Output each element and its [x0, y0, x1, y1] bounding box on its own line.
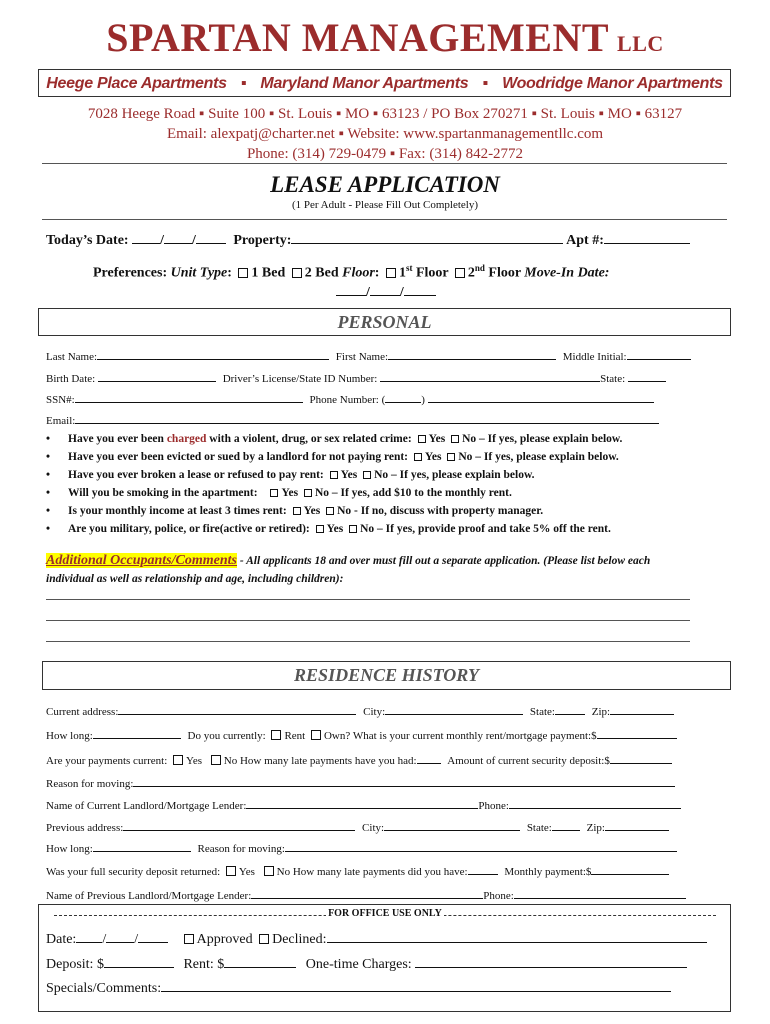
rent-label: Rent	[284, 730, 306, 742]
monthly-payment-label: Monthly payment:$	[504, 866, 592, 878]
property-separator: ▪	[482, 75, 488, 92]
second-floor-word: Floor	[488, 265, 521, 281]
bullet: •	[46, 433, 51, 445]
occupants-line-2[interactable]	[46, 620, 690, 621]
declined-field[interactable]	[327, 930, 707, 943]
previous-address-label: Previous address:	[46, 822, 124, 834]
yes-checkbox[interactable]	[270, 489, 278, 497]
yes-label: Yes	[281, 487, 299, 499]
middle-initial-field[interactable]	[627, 347, 691, 360]
late-payments-field[interactable]	[417, 751, 441, 764]
state-field[interactable]	[555, 702, 585, 715]
yes-checkbox[interactable]	[293, 507, 301, 515]
two-bed-checkbox[interactable]	[292, 268, 302, 278]
office-label-wrap	[54, 908, 716, 919]
late-payments-did-field[interactable]	[468, 862, 498, 875]
monthly-payment-label: What is your current monthly rent/mortgage payment:$	[352, 730, 597, 742]
current-landlord-row	[46, 796, 681, 812]
bullet: •	[46, 451, 51, 463]
no-label: No - If no, discuss with property manager.	[337, 505, 544, 517]
birth-date-field[interactable]	[98, 369, 216, 382]
date-day-field[interactable]	[164, 231, 192, 244]
office-label: FOR OFFICE USE ONLY	[328, 908, 442, 919]
yes-checkbox[interactable]	[316, 525, 324, 533]
office-specials-row	[46, 979, 671, 997]
yes-label: Yes	[186, 755, 203, 767]
declined-label: Declined:	[272, 932, 327, 947]
list-item	[46, 451, 746, 469]
no-checkbox[interactable]	[264, 866, 274, 876]
deposit-returned-row	[46, 862, 669, 878]
no-label: No – If yes, add $10 to the monthly rent.	[314, 487, 512, 499]
approved-checkbox[interactable]	[184, 934, 194, 944]
current-address-field[interactable]	[118, 702, 356, 715]
bullet: •	[46, 505, 51, 517]
how-long-row	[46, 726, 677, 742]
occupants-line-3[interactable]	[46, 641, 690, 642]
payments-current-row	[46, 751, 672, 767]
office-one-time-label: One-time Charges:	[305, 957, 412, 972]
ssn-field[interactable]	[75, 390, 303, 403]
security-deposit-field[interactable]	[610, 751, 672, 764]
ssn-label: SSN#:	[46, 394, 75, 406]
name-row	[46, 347, 691, 363]
occupants-section	[46, 552, 736, 588]
reason-moving-field[interactable]	[133, 774, 675, 787]
two-bed-label: 2 Bed	[304, 265, 339, 281]
phone-area-field[interactable]	[385, 390, 421, 403]
date-year-field[interactable]	[196, 231, 226, 244]
occupants-line-1[interactable]	[46, 599, 690, 600]
no-checkbox[interactable]	[211, 755, 221, 765]
todays-date-label: Today’s Date:	[46, 233, 129, 248]
birth-row	[46, 369, 666, 385]
office-specials-label: Specials/Comments:	[46, 981, 162, 996]
office-specials-field[interactable]	[161, 979, 671, 992]
state-field[interactable]	[628, 369, 666, 382]
prev-landlord-phone-label: Phone:	[483, 890, 514, 902]
do-you-currently-label: Do you currently:	[187, 730, 266, 742]
list-item	[46, 487, 746, 505]
prev-how-long-row	[46, 839, 677, 855]
occupants-text-2: individual as well as relationship and age, including children):	[46, 573, 344, 585]
yes-label: Yes	[340, 469, 358, 481]
company-name-text: SPARTAN MANAGEMENT	[106, 15, 610, 60]
occupants-text: - All applicants 18 and over must fill out a separate application. (Please list below each	[236, 555, 651, 567]
move-in-month-field[interactable]	[336, 283, 366, 296]
declined-checkbox[interactable]	[259, 934, 269, 944]
email-label: Email:	[46, 415, 76, 427]
top-fields-row: Today’s Date: / / Property: Apt #:	[46, 231, 690, 249]
reason-moving-label: Reason for moving:	[46, 778, 134, 790]
property-field[interactable]	[291, 231, 563, 244]
zip-field[interactable]	[610, 702, 674, 715]
email-field[interactable]	[75, 411, 659, 424]
bullet: •	[46, 487, 51, 499]
state-field[interactable]	[552, 818, 580, 831]
office-rent-label: Rent: $	[183, 957, 225, 972]
personal-heading: PERSONAL	[38, 308, 731, 336]
first-name-label: First Name:	[335, 351, 389, 363]
question-text: Have you ever been evicted or sued by a landlord for not paying rent:	[68, 451, 408, 463]
yes-label: Yes	[424, 451, 442, 463]
last-name-label: Last Name:	[46, 351, 98, 363]
city-label: City:	[363, 706, 386, 718]
floor-label: Floor	[342, 265, 375, 281]
move-in-label: Move-In Date:	[524, 265, 610, 281]
no-checkbox[interactable]	[326, 507, 334, 515]
office-date-year[interactable]	[138, 930, 168, 943]
page-subtitle: (1 Per Adult - Please Fill Out Completely)	[291, 199, 479, 211]
office-deposit-row	[46, 955, 687, 973]
property-heege: Heege Place Apartments	[46, 75, 227, 92]
state-label: State:	[529, 706, 555, 718]
state-label: State:	[526, 822, 552, 834]
previous-landlord-label: Name of Previous Landlord/Mortgage Lender:	[46, 890, 252, 902]
previous-landlord-row	[46, 886, 686, 902]
first-sup: st	[405, 263, 413, 273]
move-in-year-field[interactable]	[404, 283, 436, 296]
office-deposit-field[interactable]	[104, 955, 174, 968]
office-date-label: Date:	[46, 932, 77, 947]
phone-field[interactable]	[428, 390, 654, 403]
page-title: LEASE APPLICATION	[270, 172, 500, 197]
security-deposit-label: Amount of current security deposit:$	[447, 755, 610, 767]
late-payments-label: No How many late payments have you had:	[223, 755, 417, 767]
yes-label: Yes	[326, 523, 344, 535]
second-floor-checkbox[interactable]	[455, 268, 465, 278]
questions-list	[46, 433, 746, 541]
how-long-label: How long:	[46, 843, 93, 855]
yes-checkbox[interactable]	[226, 866, 236, 876]
bullet: •	[46, 523, 51, 535]
current-landlord-field[interactable]	[246, 796, 478, 809]
how-long-label: How long:	[46, 730, 93, 742]
company-suffix: LLC	[617, 31, 664, 56]
no-label: No – If yes, please explain below.	[462, 433, 623, 445]
monthly-payment-field[interactable]	[597, 726, 677, 739]
city-field[interactable]	[385, 702, 523, 715]
question-text: with a violent, drug, or sex related crime:	[206, 433, 412, 445]
previous-address-field[interactable]	[123, 818, 355, 831]
email-row	[46, 411, 659, 427]
apt-field[interactable]	[604, 231, 690, 244]
bullet: •	[46, 469, 51, 481]
list-item	[46, 505, 746, 523]
question-text: Are you military, police, or fire(active or retired):	[68, 523, 310, 535]
no-checkbox[interactable]	[363, 471, 371, 479]
no-label: No – If yes, please explain below.	[374, 469, 535, 481]
landlord-phone-field[interactable]	[509, 796, 681, 809]
first-name-field[interactable]	[388, 347, 556, 360]
first-floor-num: 1	[398, 265, 406, 281]
date-month-field[interactable]	[132, 231, 160, 244]
no-checkbox[interactable]	[451, 435, 459, 443]
company-name	[0, 14, 770, 61]
yes-label: Yes	[428, 433, 446, 445]
no-label: No – If yes, please explain below.	[458, 451, 619, 463]
no-checkbox[interactable]	[447, 453, 455, 461]
unit-type-label: Unit Type	[170, 265, 228, 281]
prev-landlord-phone-field[interactable]	[514, 886, 686, 899]
office-one-time-field[interactable]	[415, 955, 687, 968]
preferences-label: Preferences:	[93, 265, 168, 281]
no-checkbox[interactable]	[349, 525, 357, 533]
zip-field[interactable]	[605, 818, 669, 831]
office-date-day[interactable]	[106, 930, 134, 943]
property-woodridge: Woodridge Manor Apartments	[502, 75, 723, 92]
no-checkbox[interactable]	[304, 489, 312, 497]
middle-initial-label: Middle Initial:	[562, 351, 627, 363]
how-long-field[interactable]	[93, 726, 181, 739]
zip-label: Zip:	[586, 822, 605, 834]
prev-monthly-payment-field[interactable]	[591, 862, 669, 875]
current-landlord-label: Name of Current Landlord/Mortgage Lender:	[46, 800, 247, 812]
second-floor-num: 2	[467, 265, 475, 281]
phone-line: Phone: (314) 729-0479 ▪ Fax: (314) 842-2772	[246, 146, 524, 162]
current-address-label: Current address:	[46, 706, 119, 718]
question-text: Have you ever broken a lease or refused to pay rent:	[68, 469, 324, 481]
ssn-row: SSN#: Phone Number: ( )	[46, 390, 654, 406]
divider	[42, 163, 727, 164]
occupants-label: Additional Occupants/Comments	[46, 553, 237, 568]
late-payments-did-label: No How many late payments did you have:	[276, 866, 468, 878]
second-sup: nd	[474, 263, 485, 273]
previous-address-row	[46, 818, 669, 834]
divider	[42, 219, 727, 220]
yes-checkbox[interactable]	[418, 435, 426, 443]
property-label: Property:	[233, 233, 292, 248]
first-floor-word: Floor	[415, 265, 449, 281]
payments-current-label: Are your payments current:	[46, 755, 168, 767]
yes-label: Yes	[238, 866, 255, 878]
preferences-row: Preferences: Unit Type: 1 Bed 2 Bed Floor: 1st Floor 2nd Floor Move-In Date:	[93, 263, 610, 281]
apt-label: Apt #:	[566, 233, 604, 248]
own-label: Own?	[323, 730, 351, 742]
question-text: Is your monthly income at least 3 times rent:	[68, 505, 287, 517]
state-label: State:	[600, 373, 626, 385]
properties-banner	[38, 69, 731, 97]
question-highlight: charged	[166, 433, 207, 445]
reason-moving-label: Reason for moving:	[197, 843, 285, 855]
prev-reason-moving-field[interactable]	[285, 839, 677, 852]
reason-moving-row	[46, 774, 675, 790]
deposit-returned-label: Was your full security deposit returned:	[46, 866, 221, 878]
approved-label: Approved	[196, 932, 253, 947]
move-in-date-row: / /	[336, 283, 436, 301]
question-text: Will you be smoking in the apartment:	[68, 487, 258, 499]
current-address-row	[46, 702, 674, 718]
office-rent-field[interactable]	[224, 955, 296, 968]
yes-checkbox[interactable]	[414, 453, 422, 461]
one-bed-checkbox[interactable]	[238, 268, 248, 278]
previous-landlord-field[interactable]	[251, 886, 483, 899]
last-name-field[interactable]	[97, 347, 329, 360]
first-floor-checkbox[interactable]	[386, 268, 396, 278]
yes-label: Yes	[303, 505, 321, 517]
list-item	[46, 433, 746, 451]
city-label: City:	[362, 822, 385, 834]
landlord-phone-label: Phone:	[478, 800, 509, 812]
email-line: Email: alexpatj@charter.net ▪ Website: www.spartanmanagementllc.com	[166, 126, 604, 142]
no-label: No – If yes, provide proof and take 5% off the rent.	[360, 523, 611, 535]
office-deposit-label: Deposit: $	[46, 957, 104, 972]
property-maryland: Maryland Manor Apartments	[260, 75, 469, 92]
address-line: 7028 Heege Road ▪ Suite 100 ▪ St. Louis ▪ MO ▪ 63123 / PO Box 270271 ▪ St. Louis ▪ MO ▪ 63127	[87, 106, 683, 122]
yes-checkbox[interactable]	[330, 471, 338, 479]
own-checkbox[interactable]	[311, 730, 321, 740]
move-in-day-field[interactable]	[370, 283, 400, 296]
birth-date-label: Birth Date:	[46, 373, 96, 385]
rent-checkbox[interactable]	[271, 730, 281, 740]
yes-checkbox[interactable]	[173, 755, 183, 765]
zip-label: Zip:	[591, 706, 611, 718]
property-separator: ▪	[240, 75, 247, 92]
city-field[interactable]	[384, 818, 520, 831]
office-date-month[interactable]	[76, 930, 102, 943]
office-date-row: Date: / / Approved Declined:	[46, 930, 707, 948]
prev-how-long-field[interactable]	[93, 839, 191, 852]
residence-heading: RESIDENCE HISTORY	[42, 661, 731, 690]
phone-label: Phone Number: (	[309, 394, 386, 406]
one-bed-label: 1 Bed	[251, 265, 286, 281]
list-item	[46, 469, 746, 487]
license-label: Driver’s License/State ID Number:	[222, 373, 378, 385]
office-header	[54, 908, 716, 922]
license-field[interactable]	[380, 369, 600, 382]
question-text: Have you ever been	[68, 433, 167, 445]
list-item	[46, 523, 746, 541]
